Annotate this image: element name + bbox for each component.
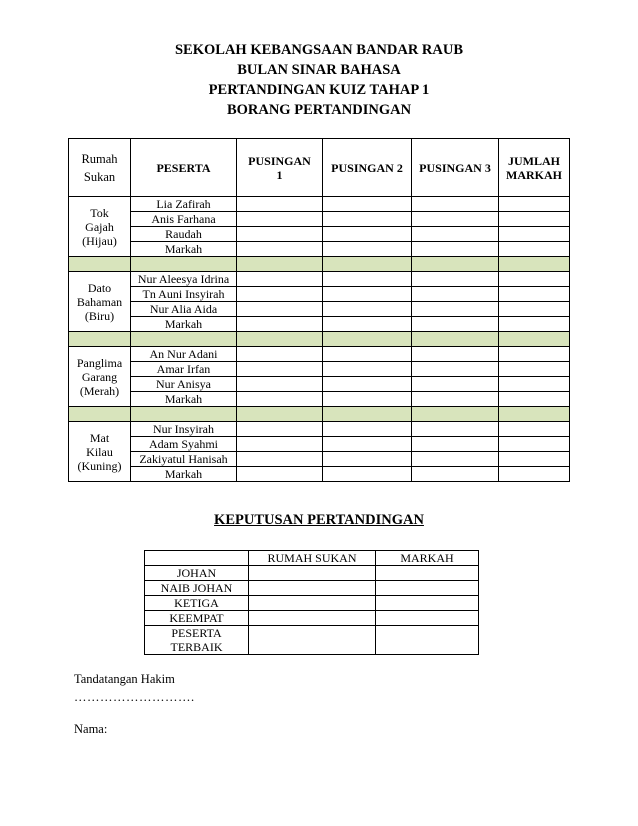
participant-name: An Nur Adani (131, 347, 237, 362)
results-markah-cell[interactable] (376, 596, 479, 611)
competition-table (68, 138, 570, 482)
score-cell-jumlah[interactable] (499, 392, 570, 407)
score-cell-pusingan-3[interactable] (412, 317, 499, 332)
score-cell-pusingan-3[interactable] (412, 392, 499, 407)
score-cell-jumlah[interactable] (499, 437, 570, 452)
results-markah-cell[interactable] (376, 566, 479, 581)
results-rumah-cell[interactable] (249, 626, 376, 655)
participant-name: Nur Anisya (131, 377, 237, 392)
separator-cell (69, 257, 131, 272)
participant-name: Zakiyatul Hanisah (131, 452, 237, 467)
results-markah-cell[interactable] (376, 626, 479, 655)
score-cell-pusingan-3[interactable] (412, 377, 499, 392)
score-cell-jumlah[interactable] (499, 362, 570, 377)
event-name: BULAN SINAR BAHASA (237, 62, 401, 78)
markah-label: Markah (131, 242, 237, 257)
score-cell-jumlah[interactable] (499, 272, 570, 287)
table-row (69, 377, 570, 392)
markah-label: Markah (131, 317, 237, 332)
participant-name: Nur Aleesya Idrina (131, 272, 237, 287)
score-cell-jumlah[interactable] (499, 467, 570, 482)
participant-name: Tn Auni Insyirah (131, 287, 237, 302)
score-cell-pusingan-1[interactable] (237, 362, 323, 377)
score-cell-pusingan-1[interactable] (237, 377, 323, 392)
table-row (69, 467, 570, 482)
table-row (69, 452, 570, 467)
form-header (0, 40, 638, 120)
score-cell-pusingan-3[interactable] (412, 302, 499, 317)
score-cell-pusingan-3[interactable] (412, 362, 499, 377)
results-row (145, 596, 479, 611)
table-row (69, 242, 570, 257)
separator-row (69, 407, 570, 422)
score-cell-jumlah[interactable] (499, 377, 570, 392)
participant-name: Anis Farhana (131, 212, 237, 227)
score-cell-pusingan-1[interactable] (237, 242, 323, 257)
participant-name: Nur Insyirah (131, 422, 237, 437)
score-cell-pusingan-3[interactable] (412, 452, 499, 467)
score-cell-pusingan-1[interactable] (237, 347, 323, 362)
score-cell-pusingan-1[interactable] (237, 392, 323, 407)
separator-cell (131, 332, 237, 347)
results-markah-cell[interactable] (376, 611, 479, 626)
score-cell-pusingan-1[interactable] (237, 212, 323, 227)
score-cell-pusingan-3[interactable] (412, 227, 499, 242)
score-cell-pusingan-1[interactable] (237, 227, 323, 242)
table-row (69, 212, 570, 227)
results-header-row (145, 551, 479, 566)
score-cell-pusingan-2[interactable] (323, 437, 412, 452)
table-row (69, 302, 570, 317)
score-cell-pusingan-1[interactable] (237, 197, 323, 212)
name-label: Nama: (74, 722, 108, 736)
score-cell-pusingan-3[interactable] (412, 467, 499, 482)
header-jumlah-markah: JUMLAH MARKAH (499, 139, 570, 197)
score-cell-jumlah[interactable] (499, 302, 570, 317)
separator-cell (323, 407, 412, 422)
score-cell-pusingan-3[interactable] (412, 197, 499, 212)
score-cell-pusingan-1[interactable] (237, 437, 323, 452)
results-row (145, 581, 479, 596)
score-cell-pusingan-1[interactable] (237, 317, 323, 332)
score-cell-pusingan-2[interactable] (323, 362, 412, 377)
results-label: KETIGA (145, 596, 249, 611)
header-pusingan-3: PUSINGAN 3 (412, 139, 499, 197)
score-cell-pusingan-3[interactable] (412, 272, 499, 287)
separator-cell (412, 407, 499, 422)
table-row (69, 392, 570, 407)
separator-cell (237, 407, 323, 422)
separator-cell (131, 257, 237, 272)
score-cell-jumlah[interactable] (499, 347, 570, 362)
score-cell-pusingan-3[interactable] (412, 422, 499, 437)
score-cell-pusingan-1[interactable] (237, 287, 323, 302)
score-cell-pusingan-1[interactable] (237, 467, 323, 482)
separator-cell (412, 257, 499, 272)
house-name: Dato Bahaman (Biru) (69, 272, 131, 332)
competition-name: PERTANDINGAN KUIZ TAHAP 1 (208, 82, 430, 98)
separator-cell (323, 332, 412, 347)
score-cell-pusingan-3[interactable] (412, 242, 499, 257)
school-name: SEKOLAH KEBANGSAAN BANDAR RAUB (174, 42, 464, 58)
score-cell-jumlah[interactable] (499, 422, 570, 437)
separator-row (69, 332, 570, 347)
score-cell-pusingan-2[interactable] (323, 302, 412, 317)
separator-cell (237, 257, 323, 272)
results-header-blank (145, 551, 249, 566)
judge-signature-label: Tandatangan Hakim (74, 672, 175, 686)
score-cell-pusingan-2[interactable] (323, 467, 412, 482)
keputusan-title: KEPUTUSAN PERTANDINGAN (214, 512, 424, 528)
table-row (69, 272, 570, 287)
results-row-peserta-terbaik (145, 626, 479, 655)
score-cell-pusingan-2[interactable] (323, 422, 412, 437)
score-cell-jumlah[interactable] (499, 227, 570, 242)
house-name: Mat Kilau (Kuning) (69, 422, 131, 482)
separator-cell (499, 332, 570, 347)
results-label: NAIB JOHAN (145, 581, 249, 596)
separator-cell (499, 407, 570, 422)
participant-name: Nur Alia Aida (131, 302, 237, 317)
score-cell-pusingan-2[interactable] (323, 452, 412, 467)
score-cell-pusingan-2[interactable] (323, 347, 412, 362)
header-pusingan-2: PUSINGAN 2 (323, 139, 412, 197)
score-cell-jumlah[interactable] (499, 287, 570, 302)
results-row (145, 611, 479, 626)
separator-cell (323, 257, 412, 272)
score-cell-pusingan-2[interactable] (323, 287, 412, 302)
results-row (145, 566, 479, 581)
house-name: Panglima Garang (Merah) (69, 347, 131, 407)
results-rumah-cell[interactable] (249, 611, 376, 626)
results-label-peserta-terbaik: PESERTA TERBAIK (145, 626, 249, 655)
table-header-row (69, 139, 570, 197)
results-table (144, 550, 479, 655)
score-cell-pusingan-2[interactable] (323, 392, 412, 407)
score-cell-pusingan-3[interactable] (412, 212, 499, 227)
table-row (69, 347, 570, 362)
participant-name: Lia Zafirah (131, 197, 237, 212)
separator-cell (237, 332, 323, 347)
table-row (69, 422, 570, 437)
header-rumah-sukan: Rumah Sukan (69, 139, 131, 197)
results-rumah-cell[interactable] (249, 566, 376, 581)
participant-name: Adam Syahmi (131, 437, 237, 452)
results-label: JOHAN (145, 566, 249, 581)
score-cell-pusingan-2[interactable] (323, 197, 412, 212)
separator-cell (131, 407, 237, 422)
separator-cell (69, 407, 131, 422)
separator-cell (412, 332, 499, 347)
score-cell-pusingan-1[interactable] (237, 452, 323, 467)
score-cell-pusingan-2[interactable] (323, 242, 412, 257)
results-header-rumah: RUMAH SUKAN (249, 551, 376, 566)
score-cell-pusingan-1[interactable] (237, 302, 323, 317)
results-header-markah: MARKAH (376, 551, 479, 566)
form-title: BORANG PERTANDINGAN (226, 102, 412, 118)
table-row (69, 287, 570, 302)
signature-line[interactable]: ………………………. (74, 690, 195, 704)
table-row (69, 317, 570, 332)
score-cell-pusingan-2[interactable] (323, 272, 412, 287)
results-label: KEEMPAT (145, 611, 249, 626)
table-row (69, 197, 570, 212)
score-cell-pusingan-3[interactable] (412, 437, 499, 452)
score-cell-pusingan-1[interactable] (237, 272, 323, 287)
results-markah-cell[interactable] (376, 581, 479, 596)
results-rumah-cell[interactable] (249, 581, 376, 596)
score-cell-jumlah[interactable] (499, 242, 570, 257)
header-pusingan-1: PUSINGAN 1 (237, 139, 323, 197)
score-cell-jumlah[interactable] (499, 197, 570, 212)
score-cell-jumlah[interactable] (499, 452, 570, 467)
separator-row (69, 257, 570, 272)
separator-cell (499, 257, 570, 272)
score-cell-pusingan-1[interactable] (237, 422, 323, 437)
results-rumah-cell[interactable] (249, 596, 376, 611)
table-row (69, 227, 570, 242)
separator-cell (69, 332, 131, 347)
score-cell-pusingan-2[interactable] (323, 212, 412, 227)
participant-name: Raudah (131, 227, 237, 242)
score-cell-pusingan-3[interactable] (412, 287, 499, 302)
markah-label: Markah (131, 467, 237, 482)
score-cell-jumlah[interactable] (499, 212, 570, 227)
house-name: Tok Gajah (Hijau) (69, 197, 131, 257)
header-peserta: PESERTA (131, 139, 237, 197)
table-row (69, 362, 570, 377)
table-row (69, 437, 570, 452)
participant-name: Amar Irfan (131, 362, 237, 377)
score-cell-pusingan-2[interactable] (323, 377, 412, 392)
score-cell-pusingan-2[interactable] (323, 227, 412, 242)
markah-label: Markah (131, 392, 237, 407)
score-cell-pusingan-2[interactable] (323, 317, 412, 332)
score-cell-pusingan-3[interactable] (412, 347, 499, 362)
score-cell-jumlah[interactable] (499, 317, 570, 332)
